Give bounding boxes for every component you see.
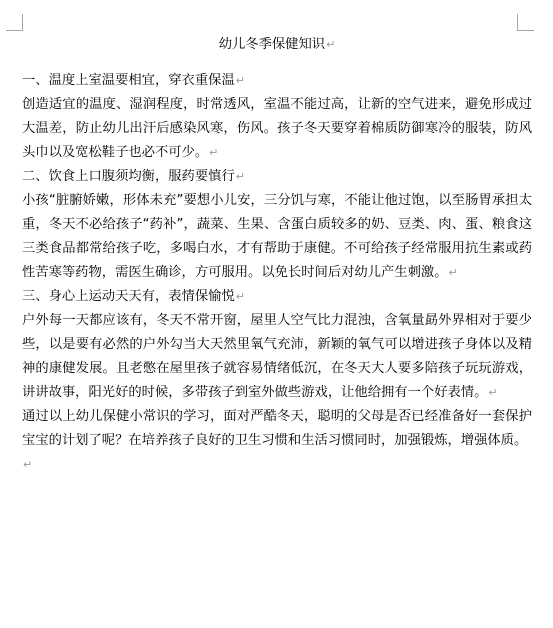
- conclusion-paragraph: [22, 405, 532, 453]
- document-body[interactable]: [22, 33, 532, 477]
- paragraph-mark-icon: ↵: [448, 266, 458, 279]
- body-text: 小孩“脏腑娇嫩，形体未充”要想小儿安，三分饥与寒，不能让他过饱，以至肠胃承担太重，冬天不必给孩子“药补”，蔬菜、生果、含蛋白质较多的奶、豆类、肉、蛋、粮食这三类食品都常给孩子吃，多喝白水，才有帮助于康健。不可给孩子经常服用抗生素或药性苦寒等药物，需医生确诊，方可服用。以免长时间后对幼儿产生刺激。: [22, 193, 532, 280]
- title-text: 幼儿冬季保健知识: [218, 37, 326, 52]
- body-text: 户外每一天都应该有，冬天不常开窗，屋里人空气比力混浊，含氧量勗外界相对于要少些，以是要有必然的户外勾当大天然里氧气充沛，新颖的氧气可以增进孩子身体以及精神的康健发展。且老憋在屋里孩子就容易情绪低沉，在冬天大人要多陪孩子玩玩游戏，讲讲故事，阳光好的时候，多带孩子到室外做些游戏，让他给拥有一个好表情。: [22, 313, 532, 400]
- section-heading-diet: [22, 165, 532, 189]
- paragraph-mark-icon: ↵: [209, 146, 219, 159]
- paragraph-mark-icon: ↵: [235, 290, 245, 303]
- paragraph-mark-icon: ↵: [488, 386, 498, 399]
- section-body-temperature: [22, 93, 532, 165]
- document-title: [22, 33, 532, 57]
- section-body-diet: [22, 189, 532, 285]
- paragraph-mark-icon: ↵: [23, 458, 33, 471]
- heading-text: 三、身心上运动天天有，表情保愉悦: [22, 289, 235, 304]
- paragraph-mark-icon: ↵: [235, 74, 245, 87]
- top-left-crop-mark: [6, 14, 23, 31]
- heading-text: 一、温度上室温要相宜，穿衣重保温: [22, 73, 235, 88]
- body-text: 创造适宜的温度、湿润程度，时常透风，室温不能过高，让新的空气进来，避免形成过大温差，防止幼儿出汗后感染风寒，伤风。孩子冬天要穿着棉质防御寒冷的服装，防风头巾以及宽松鞋子也必不可少。: [22, 97, 532, 160]
- heading-text: 二、饮食上口腹须均衡，服药要慎行: [22, 169, 235, 184]
- section-body-exercise: [22, 309, 532, 405]
- paragraph-mark-icon: ↵: [235, 170, 245, 183]
- paragraph-mark-icon: ↵: [326, 38, 336, 51]
- blank-line: [22, 57, 532, 69]
- empty-paragraph: [22, 453, 532, 477]
- top-right-crop-mark: [517, 14, 534, 31]
- conclusion-text: 通过以上幼儿保健小常识的学习，面对严酷冬天，聪明的父母是否已经准备好一套保护宝宝的计划了呢？在培养孩子良好的卫生习惯和生活习惯同时，加强锻炼，增强体质。: [22, 409, 532, 448]
- section-heading-temperature: [22, 69, 532, 93]
- section-heading-exercise: [22, 285, 532, 309]
